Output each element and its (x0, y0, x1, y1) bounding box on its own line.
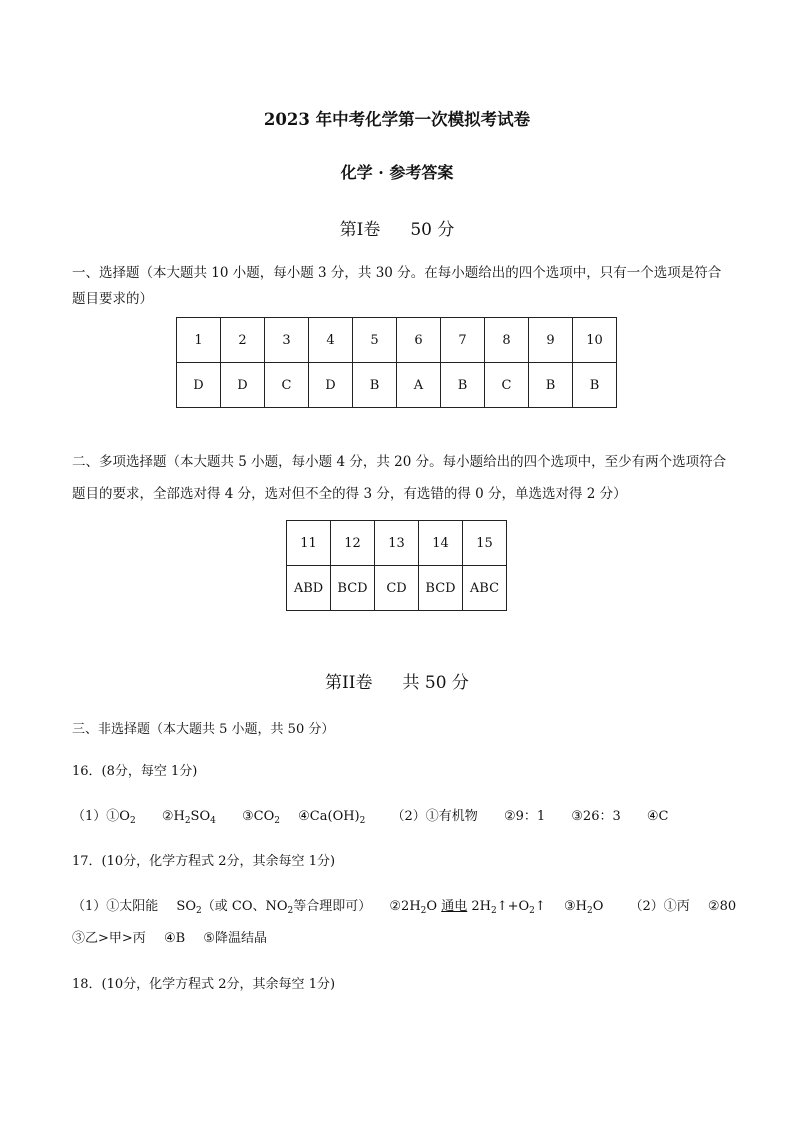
q17-answer-5: ②80 (707, 899, 737, 914)
subscript: 2 (274, 816, 280, 826)
question-number: 15 (463, 521, 507, 566)
question-number: 13 (375, 521, 419, 566)
question-number: 7 (441, 318, 485, 363)
document-title: 2023 年中考化学第一次模拟考试卷 (263, 110, 531, 129)
answer-cell: C (265, 363, 309, 408)
question-number: 11 (287, 521, 331, 566)
question-number: 12 (331, 521, 375, 566)
answer-cell: B (573, 363, 617, 408)
subscript: 2 (184, 816, 191, 826)
part1-label: 第Ⅰ卷 (339, 220, 381, 240)
q17-equation: ②2H (389, 899, 421, 914)
q17-answer-1: （1）①太阳能 (72, 899, 159, 914)
question-number: 3 (265, 318, 309, 363)
q17-answer-7: ④B (163, 931, 186, 946)
answer-cell: BCD (419, 566, 463, 611)
section1-answer-table (176, 317, 617, 408)
answer-cell: B (353, 363, 397, 408)
question-number: 2 (221, 318, 265, 363)
table-row-numbers (177, 318, 617, 363)
subscript: 2 (359, 816, 366, 826)
part1-score: 50 分 (410, 220, 455, 240)
table-row-answers (177, 363, 617, 408)
q17-answer-2: SO (176, 899, 196, 914)
answer-cell: BCD (331, 566, 375, 611)
question-number: 6 (397, 318, 441, 363)
document-subtitle: 化学 · 参考答案 (340, 163, 454, 182)
section3-instructions: 三、非选择题（本大题共 5 小题，共 50 分） (72, 722, 335, 737)
subscript: 2 (529, 906, 535, 916)
q17-answer-8: ⑤降温结晶 (203, 931, 267, 946)
q17-equation-o: O (426, 899, 438, 914)
q16-answer-8: ④C (646, 809, 669, 824)
subscript: 2 (287, 906, 294, 916)
answer-cell: C (485, 363, 529, 408)
q16-header: 16．(8分，每空 1分) (72, 764, 198, 779)
part2-label: 第II卷 (325, 673, 373, 693)
section2-answer-table (286, 520, 507, 611)
subscript: 2 (490, 906, 497, 916)
q17-equation-mid: ↑+O (496, 899, 530, 914)
part2-heading (0, 668, 794, 693)
answer-cell: ABC (463, 566, 507, 611)
question-number: 1 (177, 318, 221, 363)
q17-answers-line1 (72, 895, 736, 916)
answer-cell: ABD (287, 566, 331, 611)
q16-answer-1: （1）①O (72, 809, 130, 824)
q17-header: 17．(10分，化学方程式 2分，其余每空 1分) (72, 854, 336, 869)
subscript: 2 (196, 906, 202, 916)
answer-cell: D (309, 363, 353, 408)
answer-cell: D (177, 363, 221, 408)
q16-answer-2: ②H (161, 809, 185, 824)
q16-answer-5: （2）①有机物 (391, 809, 478, 824)
table-row-numbers (287, 521, 507, 566)
section2-instructions: 二、多项选择题（本大题共 5 小题，每小题 4 分，共 20 分。每小题给出的四个选项中，至少有两个选项符合题目的要求，全部选对得 4 分，选对但不全的得 3 分，有选错的得 0 分，单选选对得 2 分） (72, 454, 727, 502)
answer-cell: D (221, 363, 265, 408)
q16-answers (72, 805, 669, 826)
q17-equation-end: ↑ (534, 899, 546, 914)
table-row-answers (287, 566, 507, 611)
question-number: 9 (529, 318, 573, 363)
q17-answer-4: （2）①丙 (629, 899, 690, 914)
question-number: 5 (353, 318, 397, 363)
question-number: 10 (573, 318, 617, 363)
q17-answers-line2 (72, 927, 267, 946)
q17-equation-condition: 通电 (441, 899, 468, 914)
q16-answer-7: ③26：3 (571, 809, 621, 824)
q17-answer-3: ③H (563, 899, 587, 914)
part1-heading (0, 215, 794, 240)
q16-answer-2-mid: SO (190, 809, 211, 824)
question-number: 8 (485, 318, 529, 363)
answer-cell: CD (375, 566, 419, 611)
answer-cell: B (529, 363, 573, 408)
question-number: 14 (419, 521, 463, 566)
q17-answer-6: ③乙>甲>丙 (72, 931, 146, 946)
q17-answer-2-note: （或 CO、NO (201, 899, 288, 914)
subscript: 2 (420, 906, 427, 916)
q17-equation-product: 2H (471, 899, 491, 914)
subscript: 4 (210, 816, 216, 826)
subscript: 2 (586, 906, 593, 916)
q17-answer-3-end: O (592, 899, 604, 914)
answer-cell: B (441, 363, 485, 408)
q16-answer-3: ③CO (242, 809, 275, 824)
q16-answer-6: ②9：1 (503, 809, 546, 824)
question-number: 4 (309, 318, 353, 363)
section1-instructions: 一、选择题（本大题共 10 小题，每小题 3 分，共 30 分。在每小题给出的四个选项中，只有一个选项是符合题目要求的） (72, 265, 722, 307)
q17-answer-2-note-end: 等合理即可） (293, 899, 372, 914)
subscript: 2 (129, 816, 136, 826)
part2-score: 共 50 分 (402, 673, 469, 693)
q18-header: 18．(10分，化学方程式 2分，其余每空 1分) (72, 977, 336, 992)
answer-cell: A (397, 363, 441, 408)
q16-answer-4: ④Ca(OH) (298, 809, 360, 824)
